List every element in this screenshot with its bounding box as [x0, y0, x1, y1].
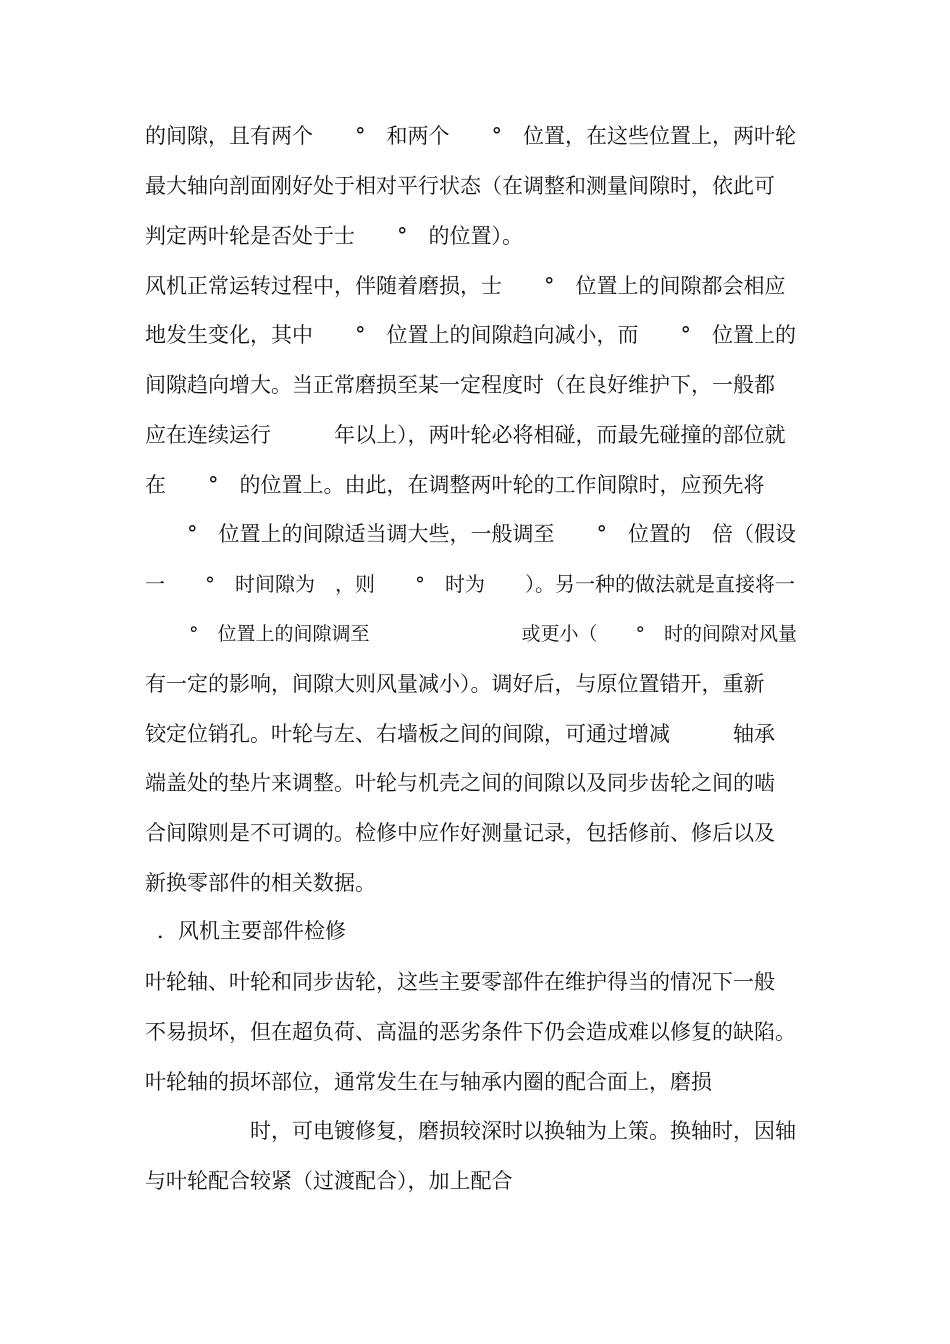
text-line: 判定两叶轮是否处于士 ° 的位置）。	[145, 224, 523, 248]
text-line: 端盖处的垫片来调整。叶轮与机壳之间的间隙以及同步齿轮之间的啮	[145, 771, 775, 795]
section-heading: ．风机主要部件检修	[157, 919, 346, 943]
text-line: 地发生变化，其中 ° 位置上的间隙趋向减小，而 ° 位置上的	[145, 323, 796, 347]
text-line: 风机正常运转过程中，伴随着磨损，士 ° 位置上的间隙都会相应	[145, 274, 786, 298]
text-line: 叶轮轴、叶轮和同步齿轮，这些主要零部件在维护得当的情况下一般	[145, 970, 775, 994]
text-line: ° 位置上的间隙适当调大些，一般调至 ° 位置的 倍（假设	[145, 522, 796, 546]
text-line: 时，可电镀修复，磨损较深时以换轴为上策。换轴时，因轴	[145, 1119, 796, 1143]
text-line: ° 位置上的间隙调至 或更小（ ° 时的间隙对风量	[170, 623, 798, 645]
text-line: 应在连续运行 年以上），两叶轮必将相碰，而最先碰撞的部位就	[145, 423, 786, 447]
text-line: 铰定位销孔。叶轮与左、右墙板之间的间隙，可通过增减 轴承	[145, 722, 775, 746]
text-line: 不易损坏，但在超负荷、高温的恶劣条件下仍会造成难以修复的缺陷。	[145, 1020, 796, 1044]
text-line: 有一定的影响，间隙大则风量减小）。调好后，与原位置错开，重新	[145, 672, 765, 696]
text-line: 叶轮轴的损坏部位，通常发生在与轴承内圈的配合面上，磨损	[145, 1070, 712, 1094]
text-line: 的间隙，且有两个 ° 和两个 ° 位置，在这些位置上，两叶轮	[145, 124, 796, 148]
text-line: 一 ° 时间隙为 ，则 ° 时为 ）。另一种的做法就是直接将一	[145, 572, 795, 596]
text-line: 最大轴向剖面刚好处于相对平行状态（在调整和测量间隙时，依此可	[145, 174, 775, 198]
text-line: 新换零部件的相关数据。	[145, 871, 376, 895]
text-line: 间隙趋向增大。当正常磨损至某一定程度时（在良好维护下，一般都	[145, 373, 775, 397]
text-line: 合间隙则是不可调的。检修中应作好测量记录，包括修前、修后以及	[145, 821, 775, 845]
text-line: 与叶轮配合较紧（过渡配合），加上配合	[145, 1169, 513, 1193]
text-line: 在 ° 的位置上。由此，在调整两叶轮的工作间隙时，应预先将	[145, 473, 765, 497]
